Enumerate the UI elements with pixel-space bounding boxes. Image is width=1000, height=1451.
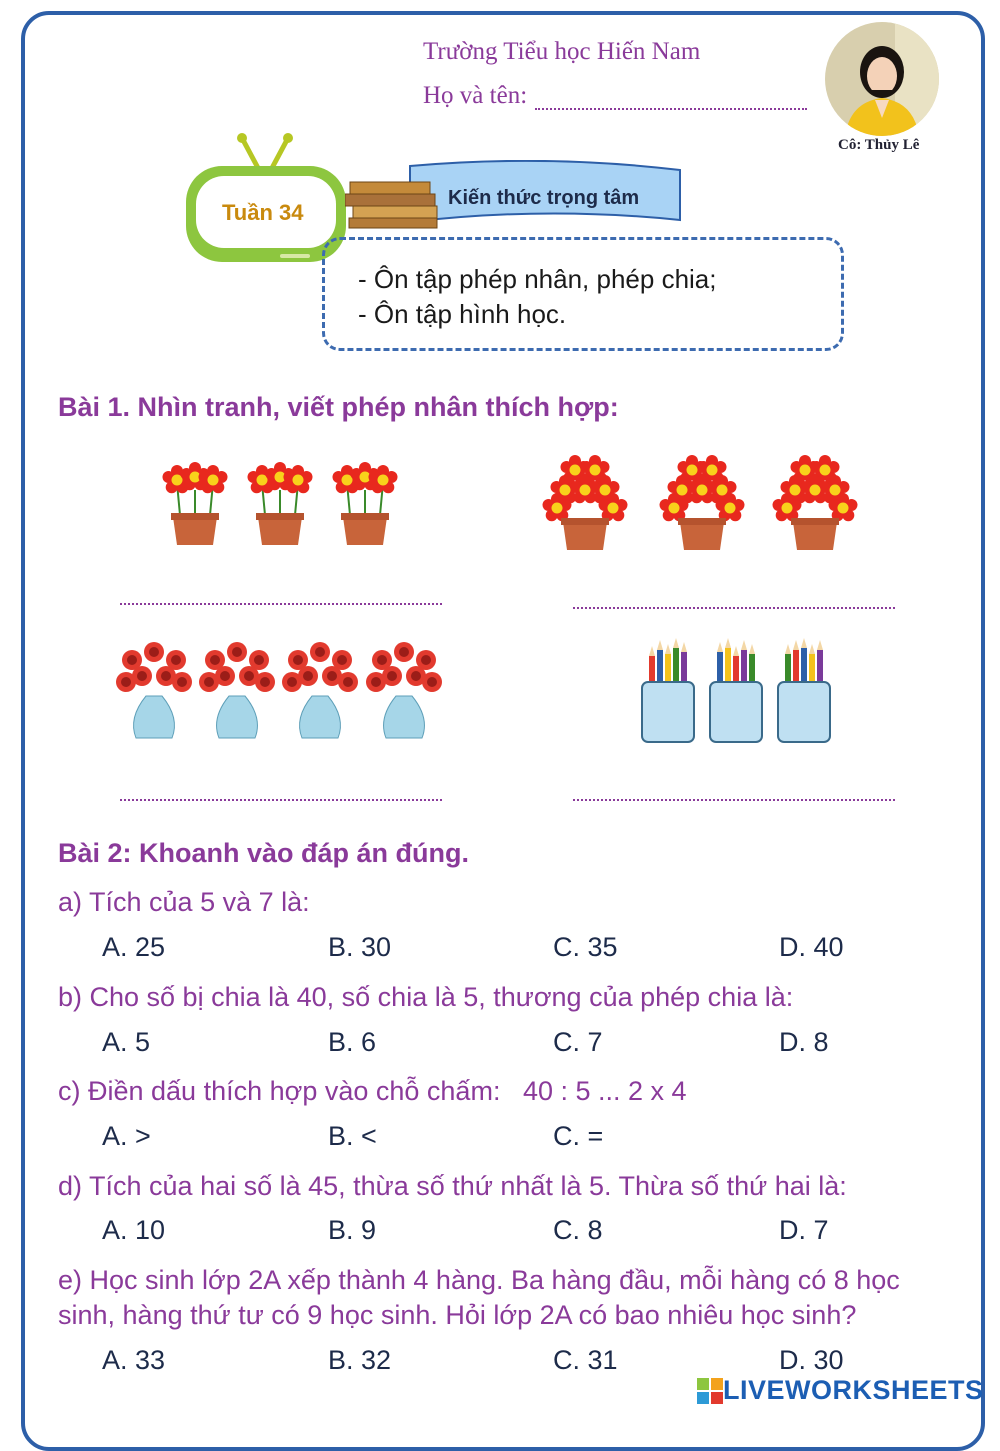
flower-vases bbox=[112, 638, 457, 758]
week-label: Tuần 34 bbox=[222, 200, 304, 225]
option-e-B[interactable]: B. 32 bbox=[328, 1345, 392, 1375]
option-c-A[interactable]: A. > bbox=[102, 1121, 151, 1151]
option-a-B[interactable]: B. 30 bbox=[328, 932, 392, 962]
question-b: b) Cho số bị chia là 40, số chia là 5, thương của phép chia là: bbox=[58, 982, 794, 1012]
question-d: d) Tích của hai số là 45, thừa số thứ nhất là 5. Thừa số thứ hai là: bbox=[58, 1171, 847, 1201]
option-b-C[interactable]: C. 7 bbox=[553, 1027, 603, 1057]
answer-line-1[interactable] bbox=[120, 603, 442, 605]
option-b-D[interactable]: D. 8 bbox=[779, 1027, 829, 1057]
option-a-A[interactable]: A. 25 bbox=[102, 932, 166, 962]
option-a-D[interactable]: D. 40 bbox=[779, 932, 844, 962]
option-b-B[interactable]: B. 6 bbox=[328, 1027, 377, 1057]
question-e-line1: e) Học sinh lớp 2A xếp thành 4 hàng. Ba hàng đầu, mỗi hàng có 8 học bbox=[58, 1265, 900, 1295]
question-c: c) Điền dấu thích hợp vào chỗ chấm: 40 : 5 ... 2 x 4 bbox=[58, 1076, 687, 1106]
exercise-1-title: Bài 1. Nhìn tranh, viết phép nhân thích hợp: bbox=[58, 392, 619, 422]
teacher-avatar bbox=[825, 22, 939, 136]
teacher-caption: Cô: Thủy Lê bbox=[838, 137, 920, 153]
logo-text: LIVEWORKSHEETS bbox=[723, 1375, 984, 1405]
name-input-line[interactable] bbox=[535, 94, 807, 110]
option-b-A[interactable]: A. 5 bbox=[102, 1027, 151, 1057]
flower-pots-3-by-3 bbox=[150, 455, 410, 560]
question-a: a) Tích của 5 và 7 là: bbox=[58, 887, 310, 917]
option-a-C[interactable]: C. 35 bbox=[553, 932, 618, 962]
banner-title: Kiến thức trọng tâm bbox=[448, 187, 640, 209]
option-e-D[interactable]: D. 30 bbox=[779, 1345, 844, 1375]
option-e-A[interactable]: A. 33 bbox=[102, 1345, 166, 1375]
answer-line-3[interactable] bbox=[120, 799, 442, 801]
option-d-C[interactable]: C. 8 bbox=[553, 1215, 603, 1245]
option-d-B[interactable]: B. 9 bbox=[328, 1215, 377, 1245]
flower-pots-3-by-7 bbox=[530, 450, 870, 565]
pencil-cups bbox=[636, 638, 836, 751]
focus-item-1: - Ôn tập phép nhân, phép chia; bbox=[358, 264, 717, 294]
logo-icon bbox=[697, 1378, 723, 1404]
school-name: Trường Tiểu học Hiến Nam bbox=[423, 38, 701, 65]
exercise-2-title: Bài 2: Khoanh vào đáp án đúng. bbox=[58, 838, 470, 868]
student-name-row bbox=[423, 82, 807, 110]
option-d-D[interactable]: D. 7 bbox=[779, 1215, 829, 1245]
focus-item-2: - Ôn tập hình học. bbox=[358, 299, 567, 329]
answer-line-2[interactable] bbox=[573, 607, 895, 609]
question-e-line2: sinh, hàng thứ tư có 9 học sinh. Hỏi lớp 2A có bao nhiêu học sinh? bbox=[58, 1300, 857, 1330]
option-c-B[interactable]: B. < bbox=[328, 1121, 377, 1151]
liveworksheets-logo bbox=[697, 1375, 984, 1406]
option-e-C[interactable]: C. 31 bbox=[553, 1345, 618, 1375]
name-label: Họ và tên: bbox=[423, 82, 528, 109]
answer-line-4[interactable] bbox=[573, 799, 895, 801]
option-c-C[interactable]: C. = bbox=[553, 1121, 604, 1151]
option-d-A[interactable]: A. 10 bbox=[102, 1215, 166, 1245]
